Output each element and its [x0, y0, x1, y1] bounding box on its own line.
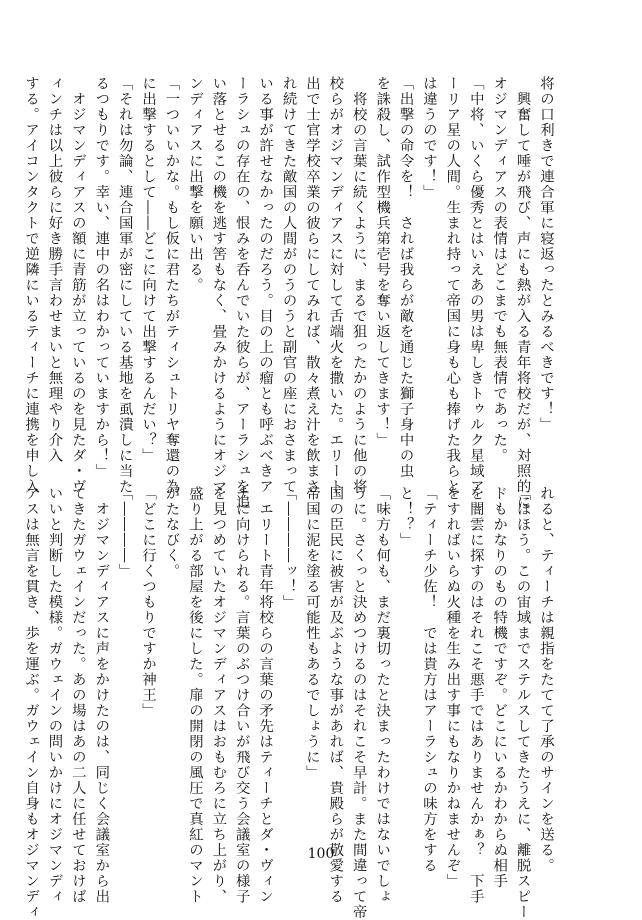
text-line: に出撃するとして――どこに向けて出撃するんだい？」 — [140, 76, 157, 464]
text-line: 「出撃の命令を！ されば我らが敵を通じた獅子身中の虫 — [397, 76, 414, 479]
text-line: を見つめていたオジマンディアスはおもむろに立ち上がり、 — [210, 486, 227, 905]
text-line: うに。さくっと決めつけるのはそれこそ早計。また間違って帝 — [350, 486, 367, 920]
text-line: オジマンディアスの表情はどこまでも無表情であった。 — [491, 76, 508, 464]
text-line: と！？」 — [397, 486, 414, 548]
text-line: アスは無言を貫き、歩を運ぶ。ガウェイン自身もオジマンディ — [23, 486, 40, 920]
text-line: 校らがオジマンディアスに対して舌端火を撒いた。エリート — [327, 76, 344, 495]
text-line: 「ティーチ少佐！ では貴方はアーラシュの味方をする — [420, 486, 437, 874]
text-line: 盛り上がる部屋を後にした。扉の開閉の風圧で真紅のマント — [186, 486, 203, 905]
text-line: オジマンディアスに声をかけたのは、同じく会議室から出 — [93, 486, 110, 905]
upper-text-block — [19, 76, 557, 510]
text-line: れ続けてきた敵国の人間がのうのうと副官の座におさまって — [280, 76, 297, 495]
text-line: 興奮して唾が飛び、声にも熱が入る青年将校だが、対照的に — [514, 76, 531, 510]
text-line: をすればいらぬ火種を生み出す事にもなりかねませんぞ」 — [444, 486, 461, 889]
text-line: を誅殺し、試作型機兵第壱号を奪い返してきます！」 — [374, 76, 391, 448]
text-line: ドもかなりのもの特機ですぞ。どこにいるかわからぬ相手 — [491, 486, 508, 889]
text-line: チに向けられる。言葉のぶつけ合いが飛び交う会議室の様子 — [233, 486, 250, 905]
text-line: 「――――ッ！」 — [280, 486, 297, 610]
text-line: 「ほほう。この宙域までステルスしてきたうえに、離脱スピー — [514, 486, 531, 920]
text-line: 「一ついいかな。もし仮に君たちがティシュトリヤ奪還の為 — [163, 76, 180, 495]
text-line: れると、ティーチは親指をたてて了承のサインを送る。 — [538, 486, 554, 874]
text-line: 「――――」 — [116, 486, 133, 579]
lower-text-block — [19, 486, 557, 920]
text-line: ィンチは以上彼らに好き勝手言わせまいと無理やり介入 — [46, 76, 63, 464]
text-line: ーラシュの存在の、恨みを呑んでいた彼らが、アーラシュを追 — [233, 76, 250, 510]
text-line: 「それは勿論、連合国軍が密にしている基地を虱潰しに当た — [116, 76, 133, 495]
text-line: エリート青年将校らの言葉の矛先はティーチとダ・ヴィン — [257, 486, 274, 905]
text-line: オジマンディアスの額に青筋が立っているのを見たダ・ヴ — [69, 76, 86, 495]
text-line: する。アイコンタクトで逆隣にいるティーチに連携を申し入 — [23, 76, 40, 495]
text-line: ンディアスに出撃を願い出る。 — [186, 76, 203, 293]
text-line: 帝国に泥を塗る可能性もあるでしょうに」 — [303, 486, 320, 781]
text-line: がたなびく。 — [163, 486, 180, 579]
text-line: を闇雲に探すのはそれこそ悪手ではありませんかぁ？ 下手 — [467, 486, 484, 905]
text-line: 将の口利きで連合軍に寝返ったとみるべきです！」 — [538, 76, 554, 433]
text-line: 「中将、いくら優秀とはいえあの男は卑しきトゥルク星域ア — [467, 76, 484, 495]
text-line: いる事が許せなかったのだろう。目の上の瘤とも呼ぶべきア — [257, 76, 274, 495]
text-line: い落とせるこの機を逃す筈もなく、畳みかけるようにオジマ — [210, 76, 227, 495]
text-line: 出で士官学校卒業の彼らにしてみれば、散々煮え汁を飲まさ — [303, 76, 320, 495]
page-number: 100 — [307, 846, 335, 862]
text-line: 「どこに行くつもりですか神王」 — [140, 486, 157, 719]
text-line: 国の臣民に被害が及ぶような事があれば、貴殿らが敬愛する — [327, 486, 344, 905]
text-line: るつもりです。幸い、連中の名はわかっていますから！」 — [93, 76, 110, 479]
text-line: いいと判断した模様。ガウェインの問いかけにオジマンディ — [46, 486, 63, 905]
text-line: 将校の言葉に続くように、まるで狙ったかのように他の将 — [350, 76, 367, 495]
text-line: は違うのです！」 — [420, 76, 437, 200]
text-line: 「味方も何も、まだ裏切ったと決まったわけではないでしょ — [374, 486, 391, 905]
text-line: ーリア星の人間。生まれ持って帝国に身も心も捧げた我らと — [444, 76, 461, 495]
text-line: てきたガウェインだった。あの場はあの二人に任せておけば — [69, 486, 86, 905]
